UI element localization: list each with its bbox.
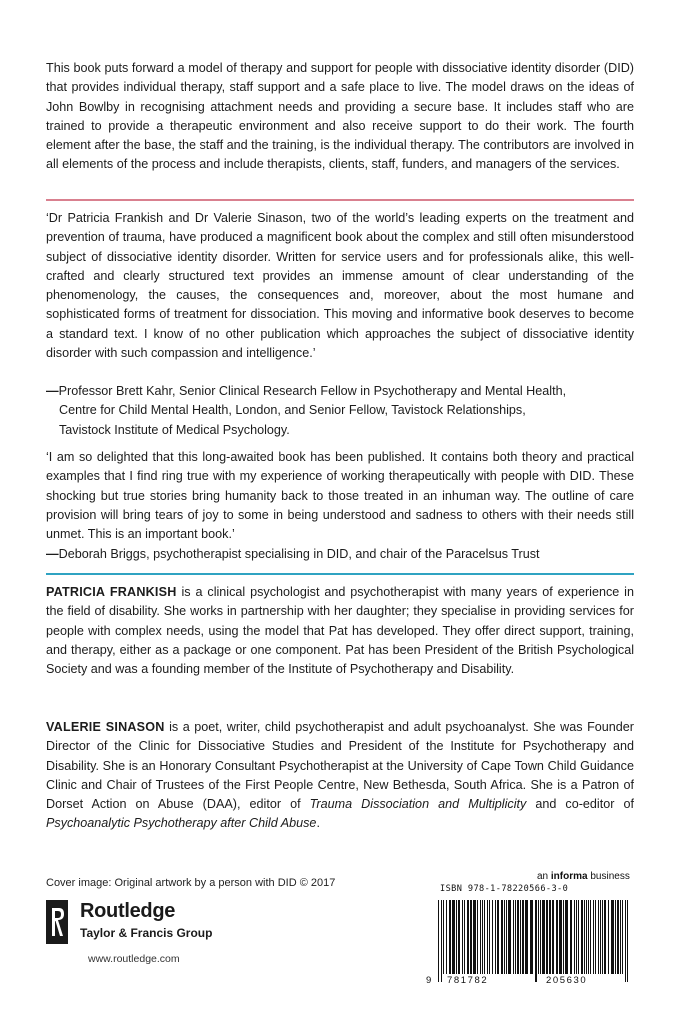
review-1-attribution — [46, 382, 636, 440]
attribution-line: Professor Brett Kahr, Senior Clinical Research Fellow in Psychotherapy and Mental Health, — [58, 384, 567, 398]
book-title: Trauma Dissociation and Multiplicity — [309, 797, 527, 812]
book-title: Psychoanalytic Psychotherapy after Child Abuse — [46, 816, 317, 831]
bio-text: and co-editor of — [526, 797, 634, 812]
book-description — [46, 59, 634, 175]
barcode-digits-right: 205630 — [546, 975, 588, 986]
publisher-group: Taylor & Francis Group — [80, 926, 213, 940]
bio-sinason — [46, 718, 634, 834]
barcode-digit-first: 9 — [426, 975, 433, 986]
attribution-line: Deborah Briggs, psychotherapist specialising in DID, and chair of the Paracelsus Trust — [58, 547, 540, 561]
review-1 — [46, 209, 634, 363]
publisher-name: Routledge — [80, 900, 176, 922]
bio-text: . — [316, 816, 320, 831]
attribution-line: Tavistock Institute of Medical Psychology. — [59, 422, 290, 437]
author-name: VALERIE SINASON — [46, 720, 165, 734]
description-text: This book puts forward a model of therapy and support for people with dissociative identity disorder (DID) that provides individual therapy, staff support and a safe place to live. The model draws on the ideas of John Bowlby in recognising attachment needs and providing a secure base. It includes staff who are trained to provide a therapeutic environment and also receive support to do their work. The fourth element after the base, the staff and the training, is the individual therapy. The contributors are involved in all elements of the process and include therapists, clients, staff, funders, and managers of the services. — [46, 61, 634, 172]
review-2-attribution — [46, 545, 636, 564]
barcode-digits-left: 781782 — [447, 975, 489, 986]
bio-text: is a clinical psychologist and psychotherapist with many years of experience in the field of disability. She works in partnership with her daughter; they specialise in providing services for people with complex needs, using the model that Pat has developed. They offer direct support, training, and therapy, either as a package or one component. Pat has been President of the British Psychological Society and was a founding member of the Institute of Psychotherapy and Disability. — [46, 585, 634, 677]
informa-tagline: an informa business — [537, 871, 630, 882]
divider-pink — [46, 199, 634, 201]
bio-text: is a poet, writer, child psychotherapist and adult psychoanalyst. She was Founder Director of the Clinic for Dissociative Studies and President of the Institute for Psychotherapy and Disability. She is an Honorary Consultant Psychotherapist at the University of Cape Town Child Guidance Clinic and Chair of Trustees of the First People Centre, New Bethesda, South Africa. She is a Patron of Dorset Action on Abuse (DAA), editor of — [46, 720, 634, 812]
bio-frankish — [46, 583, 634, 679]
routledge-logo — [46, 898, 246, 950]
isbn-text: ISBN 978-1-78220566-3-0 — [440, 884, 569, 894]
attribution-dash: — — [46, 384, 59, 398]
review-2 — [46, 448, 634, 544]
cover-credit: Cover image: Original artwork by a person with DID © 2017 — [46, 877, 336, 889]
attribution-line: Centre for Child Mental Health, London, and Senior Fellow, Tavistock Relationships, — [59, 403, 526, 418]
attribution-dash: — — [46, 547, 59, 561]
publisher-website[interactable]: www.routledge.com — [88, 953, 180, 965]
routledge-r-icon — [46, 900, 68, 944]
author-name: PATRICIA FRANKISH — [46, 585, 177, 599]
divider-blue — [46, 573, 634, 575]
review-2-quote: ‘I am so delighted that this long-awaited book has been published. It contains both theory and practical examples that I find ring true with my experience of working therapeutically with people with DID. These shocking but true stories bring humanity back to those treated in an inhuman way. The outline of care provision will bring tears of joy to some in being understood and sadness to others with their needs still unmet. This is an important book.’ — [46, 450, 634, 542]
review-1-quote: ‘Dr Patricia Frankish and Dr Valerie Sinason, two of the world’s leading experts on the treatment and prevention of trauma, have produced a magnificent book about the complex and still often misunderstood subject of dissociative identity disorder. Written for service users and for professionals alike, this well-crafted and clearly structured text provides an immense amount of clear understanding of the phenomenology, the causes, the consequences and, moreover, about the most humane and sophisticated forms of treatment for dissociation. This moving and informative book deserves to become a standard text. I know of no other publication which approaches the subject of dissociative identity disorder with such compassion and intelligence.’ — [46, 211, 634, 361]
